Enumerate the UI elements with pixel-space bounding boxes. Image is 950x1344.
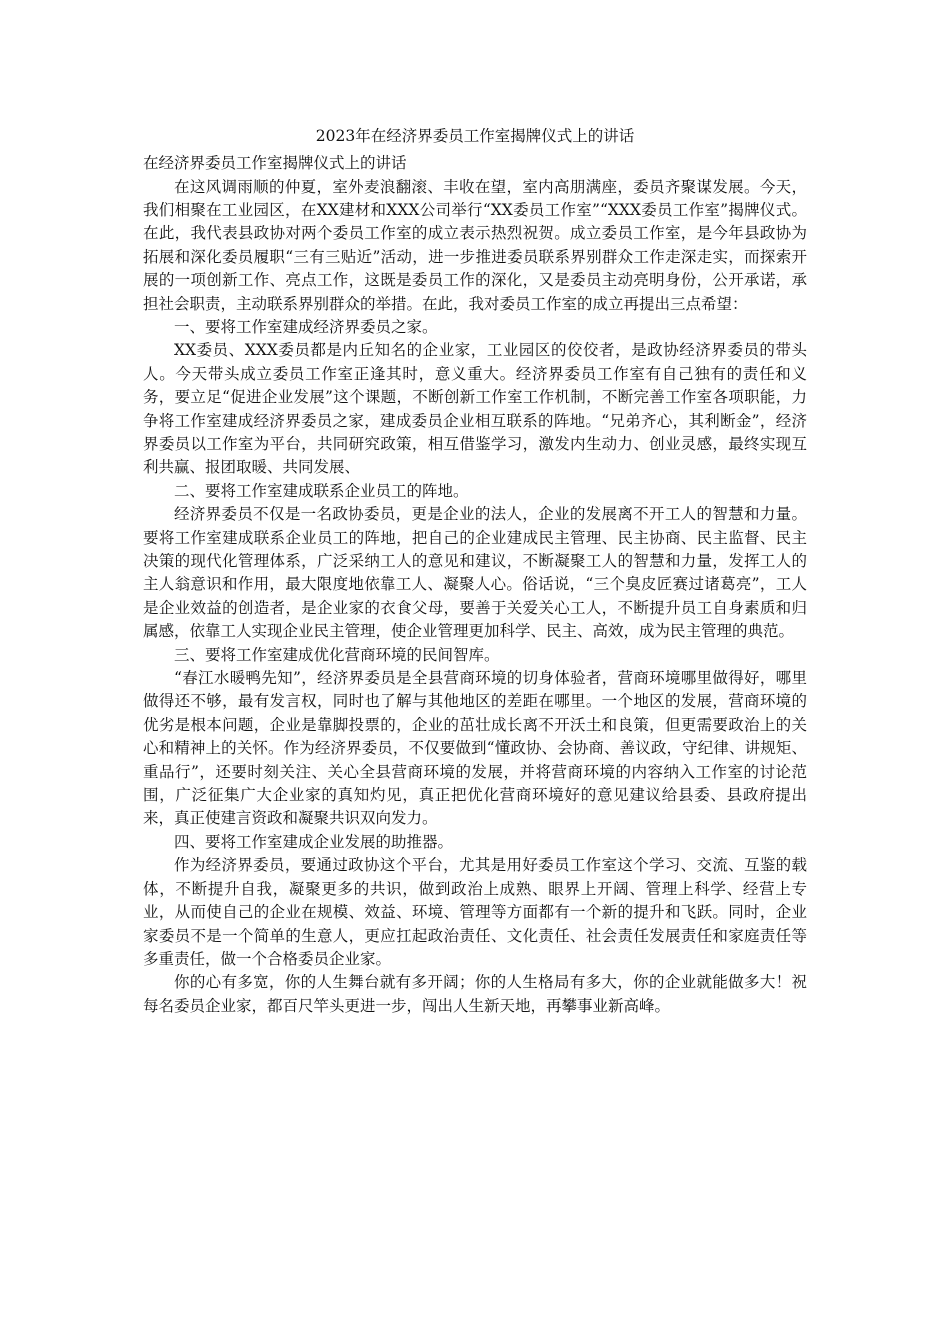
section-1-body: XX委员、XXX委员都是内丘知名的企业家，工业园区的佼佼者，是政协经济界委员的带头人。今天带头成立委员工作室正逢其时，意义重大。经济界委员工作室有自己独有的责任和义务，要立足“促进企业发展”这个课题，不断创新工作室工作机制，不断完善工作室各项职能，力争将工作室建成经济界委员之家，建成委员企业相互联系的阵地。“兄弟齐心，其利断金”，经济界委员以工作室为平台，共同研究政策，相互借鉴学习，激发内生动力、创业灵感，最终实现互利共赢、报团取暖、共同发展、 <box>143 341 807 477</box>
section-4-body: 作为经济界委员，要通过政协这个平台，尤其是用好委员工作室这个学习、交流、互鉴的载体，不断提升自我，凝聚更多的共识，做到政治上成熟、眼界上开阔、管理上科学、经营上专业，从而使自己的企业在规模、效益、环境、管理等方面都有一个新的提升和飞跃。同时，企业家委员不是一个简单的生意人，更应扛起政治责任、文化责任、社会责任发展责任和家庭责任等多重责任，做一个合格委员企业家。 <box>143 856 807 968</box>
document-subtitle: 在经济界委员工作室揭牌仪式上的讲话 <box>143 154 407 172</box>
document-title: 2023年在经济界委员工作室揭牌仪式上的讲话 <box>315 127 635 145</box>
document-page <box>143 124 807 1018</box>
closing-paragraph: 你的心有多宽，你的人生舞台就有多开阔；你的人生格局有多大，你的企业就能做多大！祝每名委员企业家，都百尺竿头更进一步，闯出人生新天地，再攀事业新高峰。 <box>143 973 807 1015</box>
section-3-heading: 三、要将工作室建成优化营商环境的民间智库。 <box>174 645 500 664</box>
intro-paragraph: 在这风调雨顺的仲夏，室外麦浪翻滚、丰收在望，室内高朋满座，委员齐聚谋发展。今天，我们相聚在工业园区，在XX建材和XXX公司举行“XX委员工作室”“XXX委员工作室”揭牌仪式。在此，我代表县政协对两个委员工作室的成立表示热烈祝贺。成立委员工作室，是今年县政协为拓展和深化委员履职“三有三贴近”活动，进一步推进委员联系界别群众工作走深走实，而探索开展的一项创新工作、亮点工作，这既是委员工作的深化，又是委员主动亮明身份，公开承诺，承担社会职责，主动联系界别群众的举措。在此，我对委员工作室的成立再提出三点希望： <box>143 177 807 313</box>
section-1-heading: 一、要将工作室建成经济界委员之家。 <box>174 317 438 336</box>
section-2-heading: 二、要将工作室建成联系企业员工的阵地。 <box>174 481 469 500</box>
section-3-body: “春江水暖鸭先知”，经济界委员是全县营商环境的切身体验者，营商环境哪里做得好，哪里做得还不够，最有发言权，同时也了解与其他地区的差距在哪里。一个地区的发展，营商环境的优劣是根本问题，企业是靠脚投票的，企业的茁壮成长离不开沃土和良策，但更需要政治上的关心和精神上的关怀。作为经济界委员，不仅要做到“懂政协、会协商、善议政，守纪律、讲规矩、重品行”，还要时刻关注、关心全县营商环境的发展，并将营商环境的内容纳入工作室的讨论范围，广泛征集广大企业家的真知灼见，真正把优化营商环境好的意见建议给县委、县政府提出来，真正使建言资政和凝聚共识双向发力。 <box>143 669 807 828</box>
section-2-body: 经济界委员不仅是一名政协委员，更是企业的法人，企业的发展离不开工人的智慧和力量。要将工作室建成联系企业员工的阵地，把自己的企业建成民主管理、民主协商、民主监督、民主决策的现代化管理体系，广泛采纳工人的意见和建议，不断凝聚工人的智慧和力量，发挥工人的主人翁意识和作用，最大限度地依靠工人、凝聚人心。俗话说，“三个臭皮匠赛过诸葛亮”，工人是企业效益的创造者，是企业家的衣食父母，要善于关爱关心工人，不断提升员工自身素质和归属感，依靠工人实现企业民主管理，使企业管理更加科学、民主、高效，成为民主管理的典范。 <box>143 505 807 641</box>
section-4-heading: 四、要将工作室建成企业发展的助推器。 <box>174 832 454 851</box>
